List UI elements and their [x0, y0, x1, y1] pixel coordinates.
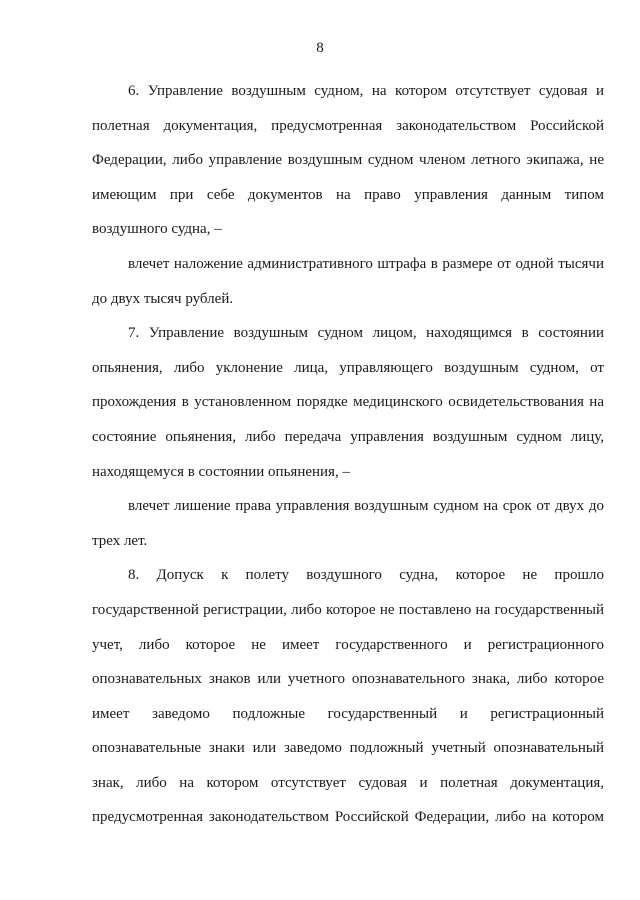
text-line: опознавательных знаков или учетного опознавательного знака, либо которое: [92, 671, 604, 688]
text-line: до двух тысяч рублей.: [92, 290, 234, 307]
text-line: государственной регистрации, либо которое не поставлено на государственный: [92, 601, 604, 618]
text-line: состояние опьянения, либо передача управления воздушным судном лицу,: [92, 428, 604, 445]
text-line: имеет заведомо подложные государственный и регистрационный: [92, 705, 604, 722]
text-line: полетная документация, предусмотренная законодательством Российской: [92, 117, 604, 134]
text-line: предусмотренная законодательством Российской Федерации, либо на котором: [92, 809, 604, 826]
text-line: прохождения в установленном порядке медицинского освидетельствования на: [92, 394, 604, 411]
text-line: 6. Управление воздушным судном, на котором отсутствует судовая и: [128, 83, 604, 99]
document-body: [92, 74, 604, 835]
text-line: 8. Допуск к полету воздушного судна, которое не прошло: [128, 567, 604, 584]
text-line: имеющим при себе документов на право управления данным типом: [92, 186, 604, 203]
text-line: опьянения, либо уклонение лица, управляющего воздушным судном, от: [92, 359, 604, 376]
text-line: находящемуся в состоянии опьянения, –: [92, 463, 350, 480]
text-line: учет, либо которое не имеет государственного и регистрационного: [92, 636, 604, 653]
text-line: Федерации, либо управление воздушным судном членом летного экипажа, не: [92, 152, 604, 169]
text-line: влечет лишение права управления воздушным судном на срок от двух до: [128, 498, 604, 515]
text-line: влечет наложение административного штрафа в размере от одной тысячи: [128, 255, 604, 272]
page-number: 8: [316, 40, 324, 56]
text-line: знак, либо на котором отсутствует судовая и полетная документация,: [92, 774, 604, 791]
text-line: воздушного судна, –: [92, 221, 222, 238]
text-line: 7. Управление воздушным судном лицом, находящимся в состоянии: [128, 325, 604, 342]
text-line: опознавательные знаки или заведомо подложный учетный опознавательный: [92, 740, 604, 757]
text-line: трех лет.: [92, 532, 148, 549]
